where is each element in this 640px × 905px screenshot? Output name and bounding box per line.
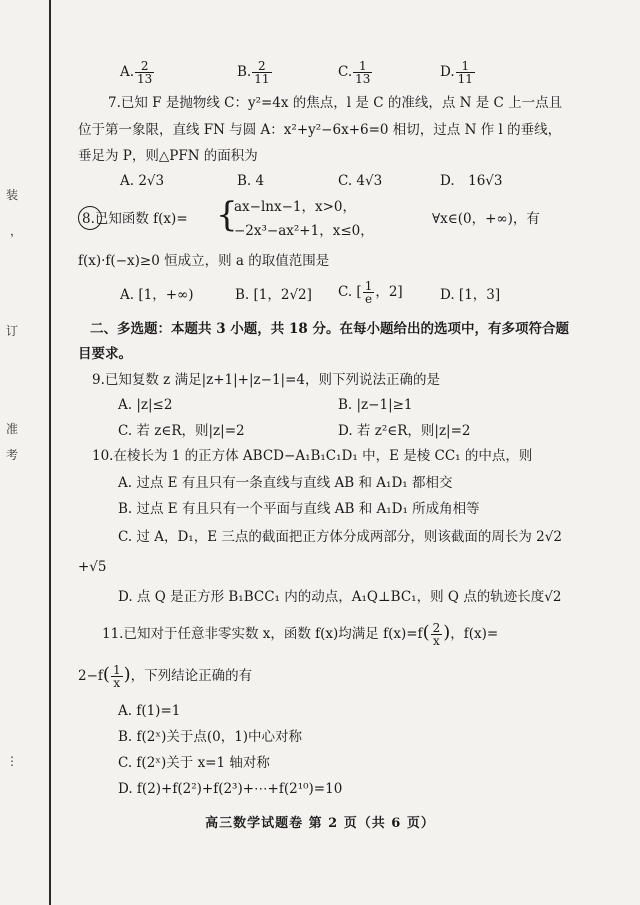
q8-option-c: C. [ $\frac{1}{e}$ ，2] (338, 279, 403, 306)
q6-option-b: B. $\frac{2}{11}$ (237, 59, 270, 86)
q6-option-d: D. $\frac{1}{11}$ (440, 59, 473, 86)
q11-option-b: B. f(2ˣ)关于点(0，1)中心对称 (118, 729, 303, 745)
q10-option-d: D. 点 Q 是正方形 B₁BCC₁ 内的动点，A₁Q⊥BC₁，则 Q 点的轨迹长度√2 (118, 589, 562, 605)
q9-option-a: A. |z|≤2 (118, 397, 173, 413)
q7-option-d: D. 16√3 (440, 173, 503, 189)
q11-option-c: C. f(2ˣ)关于 x=1 轴对称 (118, 755, 270, 771)
q9-option-d: D. 若 z²∈R，则|z|=2 (338, 423, 471, 439)
q11-stem-line-2: 2−f( $\frac{1}{x}$ )，下列结论正确的有 (78, 663, 253, 690)
piecewise-brace: { (216, 195, 238, 235)
margin-char: 考 (6, 448, 19, 462)
margin-char: 订 (6, 324, 19, 338)
page-footer: 高三数学试题卷 第 2 页（共 6 页） (205, 816, 435, 831)
section-2-heading-cont: 目要求。 (78, 346, 132, 362)
q7-stem-line-2: 位于第一象限，直线 FN 与圆 A：x²+y²−6x+6=0 相切，过点 N 作 l 的垂线， (78, 122, 562, 138)
q10-option-c: C. 过 A，D₁，E 三点的截面把正方体分成两部分，则该截面的周长为 2√2 (118, 529, 562, 545)
q9-option-c: C. 若 z∈R，则|z|=2 (118, 423, 245, 439)
margin-char: ⋮ (6, 754, 18, 768)
q8-stem-line-2: f(x)·f(−x)≥0 恒成立，则 a 的取值范围是 (78, 253, 330, 269)
q10-option-a: A. 过点 E 有且只有一条直线与直线 AB 和 A₁D₁ 都相交 (118, 475, 453, 491)
margin-char: 装 (6, 188, 19, 202)
q7-stem-line-3: 垂足为 P，则△PFN 的面积为 (78, 148, 258, 164)
q7-option-a: A. 2√3 (120, 173, 165, 189)
margin-char: ， (10, 224, 23, 238)
q8-case-2: −2x³−ax²+1，x≤0， (234, 223, 374, 239)
section-2-heading: 二、多选题：本题共 3 小题，共 18 分。在每小题给出的选项中，有多项符合题 (90, 321, 569, 337)
q11-option-d: D. f(2)+f(2²)+f(2³)+⋯+f(2¹⁰)=10 (118, 781, 343, 797)
q11-option-a: A. f(1)=1 (118, 703, 181, 719)
q9-option-b: B. |z−1|≥1 (338, 397, 413, 413)
q8-case-1: ax−lnx−1，x>0， (234, 199, 357, 215)
q10-option-b: B. 过点 E 有且只有一个平面与直线 AB 和 A₁D₁ 所成角相等 (118, 501, 480, 517)
q6-option-a: A. $\frac{2}{13}$ (120, 59, 153, 86)
q8-option-b: B. [1，2√2] (235, 287, 312, 303)
q7-stem-line-1: 7.已知 F 是抛物线 C：y²=4x 的焦点，l 是 C 的准线，点 N 是 C 上一点且 (108, 95, 563, 111)
q7-option-b: B. 4 (237, 173, 265, 189)
q8-stem-intro: 8.已知函数 f(x)= (82, 211, 188, 227)
q11-stem: 11.已知对于任意非零实数 x，函数 f(x)均满足 f(x)=f( $\frac{2}{x}$ )，f(x)= (102, 621, 499, 648)
q8-option-a: A. [1，+∞) (120, 287, 194, 303)
q6-option-c: C. $\frac{1}{13}$ (338, 59, 371, 86)
q7-option-c: C. 4√3 (338, 173, 383, 189)
q10-stem: 10.在棱长为 1 的正方体 ABCD−A₁B₁C₁D₁ 中，E 是棱 CC₁ 的中点，则 (92, 448, 533, 464)
q8-stem-tail: ∀x∈(0，+∞)，有 (432, 211, 540, 227)
binding-line (49, 0, 51, 905)
q10-option-c-cont: +√5 (78, 559, 107, 575)
q9-stem: 9.已知复数 z 满足|z+1|+|z−1|=4，则下列说法正确的是 (92, 372, 441, 388)
margin-char: 准 (6, 422, 19, 436)
q8-option-d: D. [1，3] (440, 287, 501, 303)
